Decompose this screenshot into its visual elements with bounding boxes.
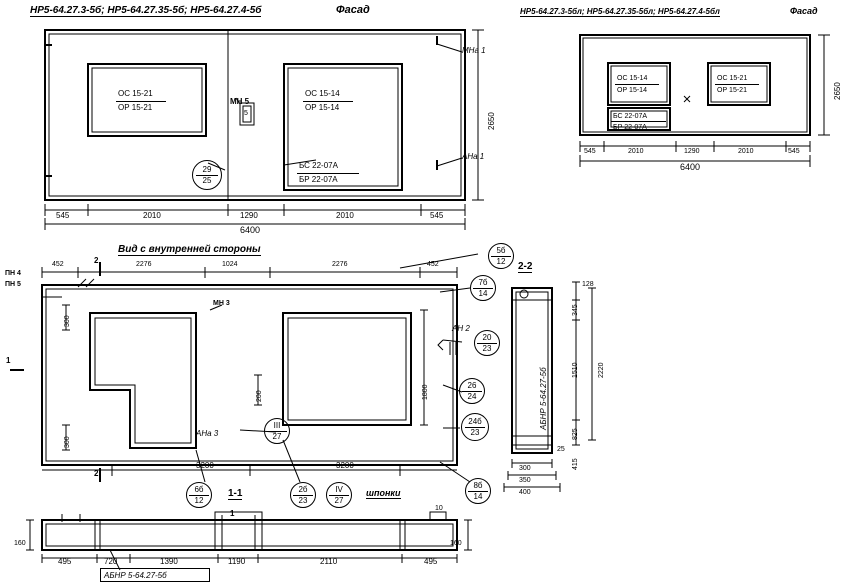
section-1-1-mark-1: 1: [230, 509, 235, 518]
section-1-1-dim-1190: 1190: [228, 557, 246, 566]
section-marker-2-bottom: 2: [94, 469, 99, 478]
mark-ana1-bottom: АНа 1: [462, 152, 485, 161]
section-2-2-dim-400: 400: [519, 489, 531, 496]
section-2-2-dim-2220: 2220: [598, 362, 605, 378]
mark-mn5: МН 5: [230, 97, 250, 106]
callout-iii-27-top: III: [273, 420, 281, 430]
dim-left-2: 2010: [143, 211, 161, 220]
callout-20-23-top: 20: [482, 332, 492, 342]
callout-5b-12-top: 5б: [496, 245, 506, 255]
section-1-1-dim-2110: 2110: [320, 557, 338, 566]
callout-iii-27-bottom: 27: [272, 431, 282, 441]
section-2-2-dim-25: 25: [557, 446, 565, 453]
title-right-suffix: Фасад: [790, 6, 818, 16]
section-1-1-dim-10: 10: [435, 505, 443, 512]
callout-8b-14-top: 8б: [473, 480, 483, 490]
section-2-2-dim-300: 300: [519, 465, 531, 472]
mark-ana3: АНа 3: [196, 429, 219, 438]
left-window-label-top: ОС 15-21: [118, 89, 153, 98]
dim-right-3: 1290: [684, 148, 700, 155]
inner-dim-bottom-2: 3200: [336, 461, 354, 470]
title-left-suffix: Фасад: [336, 4, 370, 16]
callout-24b-23-top: 24б: [468, 416, 482, 426]
section-1-1-label: 1-1: [228, 488, 243, 499]
title-right: НР5-64.27.3-5бл; НР5-64.27.35-5бл; НР5-64.27.4-5бл: [520, 7, 720, 16]
mark-an2: АН 2: [452, 324, 470, 333]
section-2-2-dim-128: 128: [582, 281, 594, 288]
inner-dim-300-top: 300: [64, 315, 71, 327]
section-marker-1-left: 1: [6, 356, 11, 365]
dim-left-total: 6400: [240, 225, 261, 235]
section-1-1-dim-720: 720: [104, 557, 118, 566]
callout-29-25-bottom: 25: [202, 175, 212, 185]
left-window-label-bottom: ОР 15-21: [118, 103, 153, 112]
section-marker-2-top: 2: [94, 256, 99, 265]
section-1-1-dim-495-right: 495: [424, 557, 438, 566]
callout-5b-12-bottom: 12: [496, 256, 506, 266]
right-window-label-bottom: ОР 15-14: [305, 103, 340, 112]
dim-right-4: 2010: [738, 148, 754, 155]
right-facade-door-bottom: БР 22-07А: [613, 124, 647, 131]
callout-24b-23-bottom: 23: [470, 427, 480, 437]
dim-left-5: 545: [430, 211, 444, 220]
inner-view-title: Вид с внутренней стороны: [118, 244, 261, 255]
mark-mna1-top: МНа 1: [462, 46, 486, 55]
right-facade-window-right-top: ОС 15-21: [717, 75, 748, 82]
callout-20-23-bottom: 23: [482, 343, 492, 353]
mark-pn4: ПН 4: [5, 270, 21, 277]
right-facade-window-left-bottom: ОР 15-14: [617, 87, 647, 94]
section-2-2-dim-345: 345: [572, 304, 579, 316]
section-2-2-dim-415: 415: [572, 458, 579, 470]
callout-2b-23-bottom: 23: [298, 495, 308, 505]
dim-left-4: 2010: [336, 211, 354, 220]
section-1-1-dim-1390: 1390: [160, 557, 178, 566]
shponki-label: шпонки: [366, 488, 401, 498]
dim-right-height: 2650: [833, 82, 842, 100]
dim-left-1: 545: [56, 211, 70, 220]
dim-right-total: 6400: [680, 162, 701, 172]
door-label-bottom: БР 22-07А: [299, 175, 338, 184]
inner-dim-5: 452: [427, 261, 439, 268]
dim-right-1: 545: [584, 148, 596, 155]
section-2-2-panel-label: АБНР 5-64.27-5б: [539, 367, 548, 430]
section-1-1-panel-label-box: [100, 568, 210, 582]
callout-8b-14-bottom: 14: [473, 491, 483, 501]
inner-dim-300-bottom: 300: [64, 436, 71, 448]
dim-left-height: 2650: [487, 112, 496, 130]
callout-6b-12-top: 6б: [194, 484, 204, 494]
inner-dim-2: 2276: [136, 261, 152, 268]
section-1-1-panel-label: АБНР 5-64.27-5б: [104, 571, 167, 580]
mark-mn5-num: 5: [244, 110, 248, 117]
section-2-2-dim-825: 825: [572, 428, 579, 440]
callout-7b-14-top: 7б: [478, 277, 488, 287]
dim-right-2: 2010: [628, 148, 644, 155]
callout-26-24-top: 26: [467, 380, 477, 390]
inner-dim-1800: 1800: [422, 384, 429, 400]
title-left: НР5-64.27.3-5б; НР5-64.27.35-5б; НР5-64.27.4-5б: [30, 5, 262, 16]
right-facade-window-left-top: ОС 15-14: [617, 75, 648, 82]
section-1-1-dim-495-left: 495: [58, 557, 72, 566]
callout-6b-12-bottom: 12: [194, 495, 204, 505]
right-window-label-top: ОС 15-14: [305, 89, 340, 98]
callout-7b-14-bottom: 14: [478, 288, 488, 298]
mark-pn5: ПН 5: [5, 281, 21, 288]
dim-right-5: 545: [788, 148, 800, 155]
inner-dim-3: 1024: [222, 261, 238, 268]
section-2-2-dim-350: 350: [519, 477, 531, 484]
inner-dim-4: 2276: [332, 261, 348, 268]
callout-iv-27-bottom: 27: [334, 495, 344, 505]
callout-2b-23-top: 2б: [298, 484, 308, 494]
section-2-2-label: 2-2: [518, 261, 533, 272]
callout-iv-27-top: IV: [335, 484, 343, 494]
mark-mn3: МН 3: [213, 300, 230, 307]
callout-26-24-bottom: 24: [467, 391, 477, 401]
inner-dim-200: 200: [256, 390, 263, 402]
door-label-top: БС 22-07А: [299, 161, 338, 170]
dim-left-3: 1290: [240, 211, 258, 220]
section-2-2-dim-1510: 1510: [572, 362, 579, 378]
inner-dim-bottom-1: 3200: [196, 461, 214, 470]
callout-29-25-top: 29: [202, 164, 212, 174]
section-1-1-dim-160-right: 160: [450, 540, 462, 547]
section-1-1-dim-160-left: 160: [14, 540, 26, 547]
inner-dim-1: 452: [52, 261, 64, 268]
right-facade-door-top: БС 22-07А: [613, 113, 648, 120]
right-facade-window-right-bottom: ОР 15-21: [717, 87, 747, 94]
